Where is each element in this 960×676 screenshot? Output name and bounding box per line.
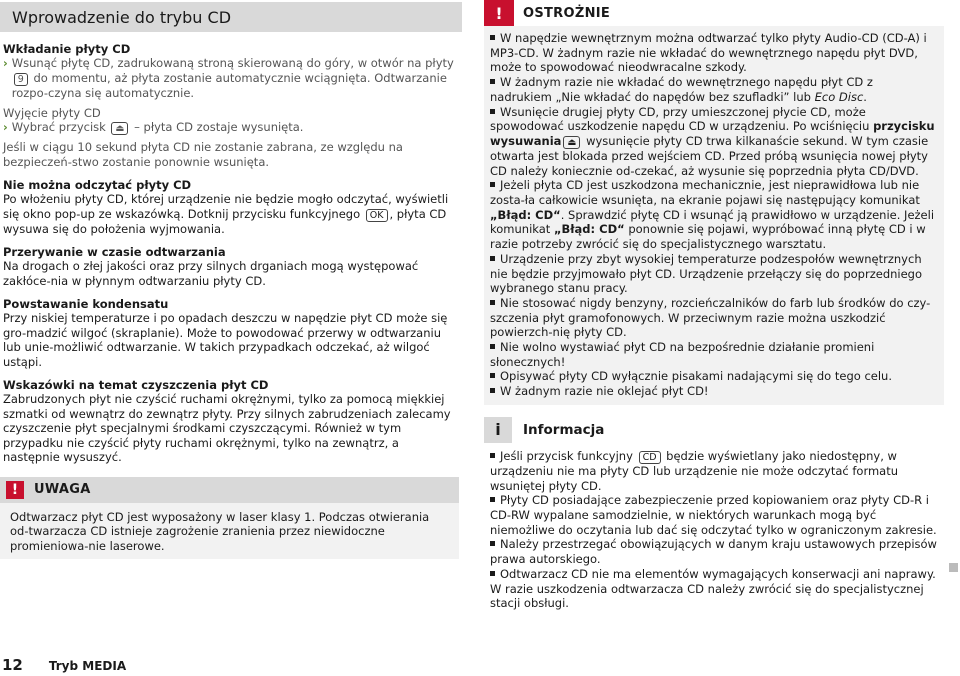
uwaga-box: [0, 477, 459, 560]
chevron-right-icon: ›: [3, 56, 8, 70]
warning-icon: !: [6, 481, 24, 499]
left-column: [0, 0, 462, 559]
eject-step-text: Wybrać przycisk: [11, 120, 106, 134]
info-title: Informacja: [523, 421, 605, 438]
list-item: W żadnym razie nie oklejać płyt CD!: [490, 384, 938, 399]
caution-list: [484, 26, 944, 405]
list-item: Odtwarzacz CD nie ma elementów wymagających konserwacji ani naprawy. W razie uszkodzenia odtwarzacza CD należy zwrócić się do specjalistycznej stacji obsługi.: [490, 566, 936, 611]
loading-step: [3, 56, 456, 100]
condensation-text: Przy niskiej temperaturze i po opadach deszczu w napędzie płyt CD może się gro-madzić wilgoć (skraplanie). Może to powodować przerwy w odtwarzaniu lub unie-możliwić odtwarzanie. W takich przypadkach odczekać, aż wilgoć ustąpi.: [3, 311, 448, 369]
caution-icon: !: [484, 0, 514, 26]
ok-key-badge: OK: [366, 209, 388, 222]
list-item: Płyty CD posiadające zabezpieczenie przed kopiowaniem oraz płyty CD-R i CD-RW wypalane samodzielnie, w niektórych warunkach mogą być niemożliwe do oczytania lub dać się odczytać tylko w ograniczonym zakresie.: [490, 493, 937, 537]
bullet-icon: [490, 388, 495, 393]
loading-step-text-2: do momentu, aż płyta zostanie automatycznie wciągnięta. Odtwarzanie rozpo-czyna się automatycznie.: [11, 70, 447, 100]
page-number: 12: [2, 656, 23, 674]
eject-step: [3, 120, 456, 135]
list-item: Urządzenie przy zbyt wysokiej temperaturze podzespołów wewnętrznych nie będzie przyjmowało płyt CD. Urządzenie przełączy się do poprzedniego wybranego stanu pracy.: [490, 251, 923, 296]
list-item: Należy przestrzegać obowiązujących w danym kraju ustawowych przepisów prawa autorskiego.: [490, 537, 937, 567]
list-item: Opisywać płyty CD wyłącznie pisakami nadającymi się do tego celu.: [490, 369, 938, 384]
list-item: Nie wolno wystawiać płyt CD na bezpośrednie działanie promieni słonecznych!: [490, 340, 875, 369]
bullet-icon: [490, 571, 495, 576]
cleaning-text: Zabrudzonych płyt nie czyścić ruchami okrężnymi, tylko za pomocą miękkiej szmatki od wewnątrz do zewnątrz płyty. Przy silnych zabrudzeniach zalecamy czyszczenie płyt specjalnymi środkami czyszczącymi. Również w tym przypadku nie czyścić płyty ruchami okrężnymi, tylko na zewnątrz, a następnie wysuszyć.: [3, 392, 451, 464]
title-bar: [0, 2, 462, 32]
bullet-icon: [490, 182, 495, 187]
list-item: Jeżeli płyta CD jest uszkodzona mechanicznie, jest nieprawidłowa lub nie zosta-ła całkowicie wsunięta, na ekranie pojawi się następujący komunikat „Błąd: CD“. Sprawdzić płytę CD i wsunąć ją prawidłowo w urządzenie. Jeżeli komunikat „Błąd: CD“ ponownie się pojawi, wypróbować inną płytę CD i w razie potrzeby zwrócić się do specjalistycznego warsztatu.: [490, 178, 935, 252]
info-list: [484, 443, 944, 611]
section-end-marker: [949, 563, 958, 572]
eject-key-icon: ⏏: [563, 136, 580, 149]
chevron-right-icon: ›: [3, 120, 8, 134]
caution-header: [484, 0, 944, 26]
eject-note: Jeśli w ciągu 10 sekund płyta CD nie zostanie zabrana, ze względu na bezpieczeń-stwo zostanie ponownie wsunięta.: [3, 140, 403, 169]
interruption-text: Na drogach o złej jakości oraz przy silnych drganiach mogą występować zakłóce-nia w płynnym odtwarzaniu płyty CD.: [3, 259, 419, 288]
caution-title: OSTROŻNIE: [523, 5, 611, 21]
bullet-icon: [490, 256, 495, 261]
bullet-icon: [490, 541, 495, 546]
loading-heading: Wkładanie płyty CD: [3, 42, 131, 56]
info-icon: i: [484, 417, 512, 443]
bullet-icon: [490, 497, 495, 502]
page-title: Wprowadzenie do trybu CD: [12, 7, 232, 27]
footer-section-title: Tryb MEDIA: [48, 659, 127, 673]
list-item: Nie stosować nigdy benzyny, rozcieńczalników do farb lub środków do czy-szczenia płyt gramofonowych. W przeciwnym razie można uszkodzić powierzch-nię płyty CD.: [490, 295, 931, 340]
eject-key-icon: ⏏: [111, 122, 128, 135]
bullet-icon: [490, 300, 495, 305]
bullet-icon: [490, 373, 495, 378]
cleaning-heading: Wskazówki na temat czyszczenia płyt CD: [3, 378, 269, 392]
uwaga-header: [0, 477, 459, 503]
list-item: W żadnym razie nie wkładać do wewnętrznego napędu płyt CD z nadrukiem „Nie wkładać do napędów bez szufladki” lub Eco Disc.: [490, 75, 873, 104]
right-column: [484, 0, 944, 611]
interruption-heading: Przerywanie w czasie odtwarzania: [3, 245, 226, 259]
page-footer: [2, 656, 126, 674]
bullet-icon: [490, 453, 495, 458]
condensation-heading: Powstawanie kondensatu: [3, 297, 169, 311]
bullet-icon: [490, 344, 495, 349]
bullet-icon: [490, 79, 495, 84]
eject-heading: Wyjęcie płyty CD: [3, 106, 101, 120]
cd-slot-key-badge: 9: [14, 73, 28, 86]
list-item: Jeśli przycisk funkcyjny CD będzie wyświetlany jako niedostępny, w urządzeniu nie ma płyty CD lub urządzenie nie może odczytać formatu wsuniętej płyty CD.: [490, 448, 899, 493]
loading-step-text: Wsunąć płytę CD, zadrukowaną stroną skierowaną do góry, w otwór na płyty: [11, 56, 454, 70]
eject-step-text-2: – płyta CD zostaje wysunięta.: [134, 120, 304, 134]
list-item: Wsunięcie drugiej płyty CD, przy umieszczonej płycie CD, może spowodować uszkodzenie napędu CD w urządzeniu. Po wciśnięciu przycisku wysuwania ⏏ wysunięcie płyty CD trwa kilkanaście sekund. W tym czasie otwarta jest blokada przed wejściem CD. Przed próbą wsunięcia nowej płyty CD należy koniecznie od-czekać, aż wysunie się poprzednia płyta CD/DVD.: [490, 104, 935, 178]
unreadable-heading: Nie można odczytać płyty CD: [3, 178, 192, 192]
uwaga-text: Odtwarzacz płyt CD jest wyposażony w laser klasy 1. Podczas otwierania od-twarzacza CD istnieje zagrożenie zranienia przez niewidoczne promieniowa-nie laserowe.: [0, 503, 459, 560]
info-header: [484, 417, 944, 443]
bullet-icon: [490, 109, 495, 114]
unreadable-text: Po włożeniu płyty CD, której urządzenie nie będzie mogło odczytać, wyświetli się okno pop-up ze wskazówką. Dotknij przycisku funkcyjnego OK , płyta CD wysuwa się do położenia wyjmowania.: [3, 192, 449, 236]
list-item: W napędzie wewnętrznym można odtwarzać tylko płyty Audio-CD (CD-A) i MP3-CD. W żadnym razie nie wkładać do wewnętrznego napędu płyt DVD, może to spowodować nieodwracalne szkody.: [490, 31, 927, 75]
uwaga-title: UWAGA: [34, 482, 91, 497]
cd-key-badge: CD: [639, 451, 661, 464]
bullet-icon: [490, 35, 495, 40]
